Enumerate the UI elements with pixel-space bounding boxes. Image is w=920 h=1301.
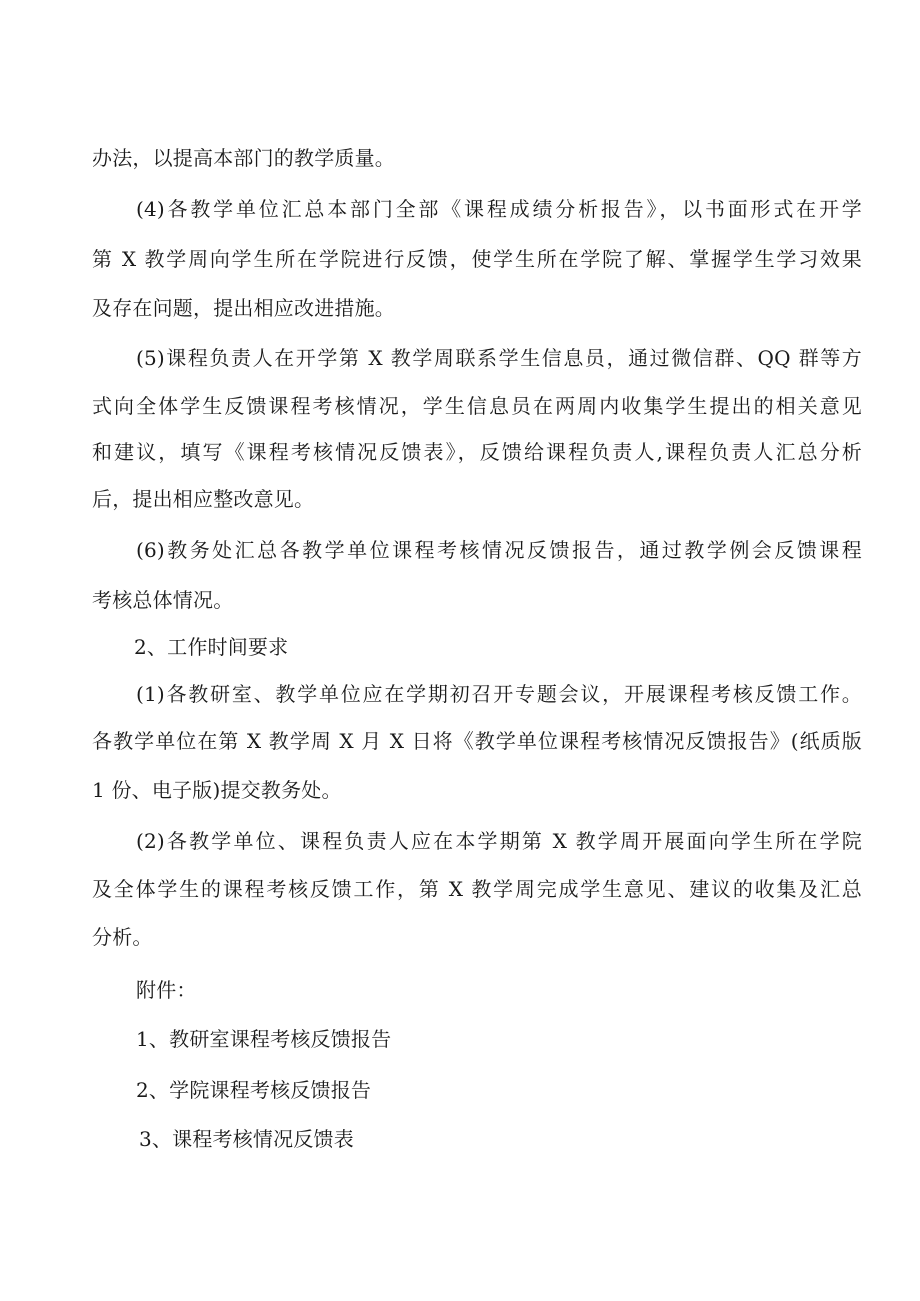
paragraph-line: 各教学单位在第 X 教学周 X 月 X 日将《教学单位课程考核情况反馈报告》(纸质版 xyxy=(92,729,862,753)
attachment-item: 1、教研室课程考核反馈报告 xyxy=(136,1027,392,1051)
paragraph-line: 办法，以提高本部门的教学质量。 xyxy=(92,146,395,170)
paragraph-line: 1 份、电子版)提交教务处。 xyxy=(92,778,342,802)
paragraph-line: (5)课程负责人在开学第 X 教学周联系学生信息员，通过微信群、QQ 群等方 xyxy=(136,346,862,370)
paragraph-line: (2)各教学单位、课程负责人应在本学期第 X 教学周开展面向学生所在学院 xyxy=(136,829,862,853)
paragraph-line: (4)各教学单位汇总本部门全部《课程成绩分析报告》，以书面形式在开学 xyxy=(136,197,862,221)
paragraph-line: 式向全体学生反馈课程考核情况，学生信息员在两周内收集学生提出的相关意见 xyxy=(92,394,862,418)
section-heading: 2、工作时间要求 xyxy=(134,635,289,659)
paragraph-line: 分析。 xyxy=(92,925,153,949)
attachments-label: 附件： xyxy=(136,978,197,1002)
paragraph-line: 及全体学生的课程考核反馈工作，第 X 教学周完成学生意见、建议的收集及汇总 xyxy=(92,877,862,901)
attachment-item: 3、课程考核情况反馈表 xyxy=(139,1127,354,1151)
paragraph-line: 考核总体情况。 xyxy=(92,588,234,612)
paragraph-line: 第 X 教学周向学生所在学院进行反馈，使学生所在学院了解、掌握学生学习效果 xyxy=(92,247,862,271)
paragraph-line: (1)各教研室、教学单位应在学期初召开专题会议，开展课程考核反馈工作。 xyxy=(136,682,862,706)
paragraph-line: 和建议，填写《课程考核情况反馈表》，反馈给课程负责人,课程负责人汇总分析 xyxy=(92,440,862,464)
paragraph-line: 后，提出相应整改意见。 xyxy=(92,487,315,511)
paragraph-line: (6)教务处汇总各教学单位课程考核情况反馈报告，通过教学例会反馈课程 xyxy=(136,538,862,562)
attachment-item: 2、学院课程考核反馈报告 xyxy=(136,1078,372,1102)
paragraph-line: 及存在问题，提出相应改进措施。 xyxy=(92,296,395,320)
